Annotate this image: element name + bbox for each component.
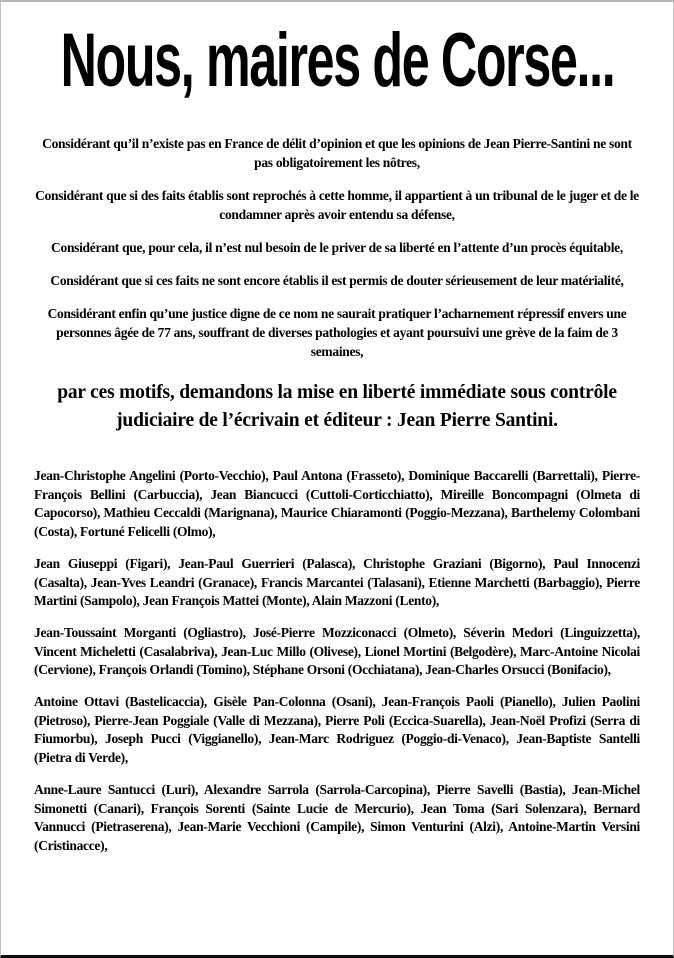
signatories-paragraph-3: Jean-Toussaint Morganti (Ogliastro), José-Pierre Mozziconacci (Olmeto), Séverin Medori (Linguizzetta), Vincent Micheletti (Casalabriva), Jean-Luc Millo (Olivese), Lionel Mortini (Belgodère), Marc-Antoine Nicolai (Cervione), François Orlandi (Tomino), Stéphane Orsoni (Occhiatana), Jean-Charles Orsucci (Bonifacio), [34,624,640,678]
signatories-section [1,467,673,856]
demand-statement: par ces motifs, demandons la mise en liberté immédiate sous contrôle judiciaire de l’écrivain et éditeur : Jean Pierre Santini. [57,382,617,431]
considerant-paragraph-5: Considérant enfin qu’une justice digne de ce nom ne saurait pratiquer l’acharnement répressif envers une personnes âgée de 77 ans, souffrant de diverses pathologies et ayant poursuivi une grève de la faim de 3 semaines, [47,306,627,359]
signatories-paragraph-4: Antoine Ottavi (Bastelicaccia), Gisèle Pan-Colonna (Osani), Jean-François Paoli (Pianello), Julien Paolini (Pietroso), Pierre-Jean Poggiale (Valle di Mezzana), Pierre Poli (Eccica-Suarella), Jean-Noël Profizi (Serra di Fiumorbu), Joseph Pucci (Viggianello), Jean-Marc Rodriguez (Poggio-di-Venaco), Jean-Baptiste Santelli (Pietra di Verde), [34,694,640,766]
considerant-paragraph-3: Considérant que, pour cela, il n’est nul besoin de le priver de sa liberté en l’attente d’un procès équitable, [51,240,623,255]
signatories-paragraph-5: Anne-Laure Santucci (Luri), Alexandre Sarrola (Sarrola-Carcopina), Pierre Savelli (Bastia), Jean-Michel Simonetti (Canari), François Sorenti (Sainte Lucie de Mercurio), Jean Toma (Sari Solenzara), Bernard Vannucci (Pietraserena), Jean-Marie Vecchioni (Campile), Simon Venturini (Alzi), Antoine-Martin Versini (Cristinacce), [34,781,640,853]
considerants-section [1,134,673,361]
signatories-paragraph-1: Jean-Christophe Angelini (Porto-Vecchio), Paul Antona (Frasseto), Dominique Baccarelli (Barrettali), Pierre-François Bellini (Carbuccia), Jean Biancucci (Cuttoli-Corticchiatto), Mireille Boncompagni (Olmeta di Capocorso), Mathieu Ceccaldi (Marignana), Maurice Chiaramonti (Poggio-Mezzana), Barthelemy Colombani (Costa), Fortuné Felicelli (Olmo), [34,468,640,540]
title-container [1,18,673,103]
considerant-paragraph-2: Considérant que si des faits établis sont reprochés à cette homme, il appartient à un tribunal de le juger et de le condamner après avoir entendu sa défense, [35,188,639,222]
considerant-paragraph-1: Considérant qu’il n’existe pas en France de délit d’opinion et que les opinions de Jean Pierre-Santini ne sont pas obligatoirement les nôtres, [42,136,632,170]
signatories-paragraph-2: Jean Giuseppi (Figari), Jean-Paul Guerrieri (Palasca), Christophe Graziani (Bigorno), Paul Innocenzi (Casalta), Jean-Yves Leandri (Granace), Francis Marcantei (Talasani), Etienne Marchetti (Barbaggio), Pierre Martini (Sampolo), Jean François Mattei (Monte), Alain Mazzoni (Lento), [34,555,640,609]
document-title: Nous, maires de Corse... [60,18,614,103]
considerant-paragraph-4: Considérant que si ces faits ne sont encore établis il est permis de douter sérieusement de leur matérialité, [50,273,624,288]
